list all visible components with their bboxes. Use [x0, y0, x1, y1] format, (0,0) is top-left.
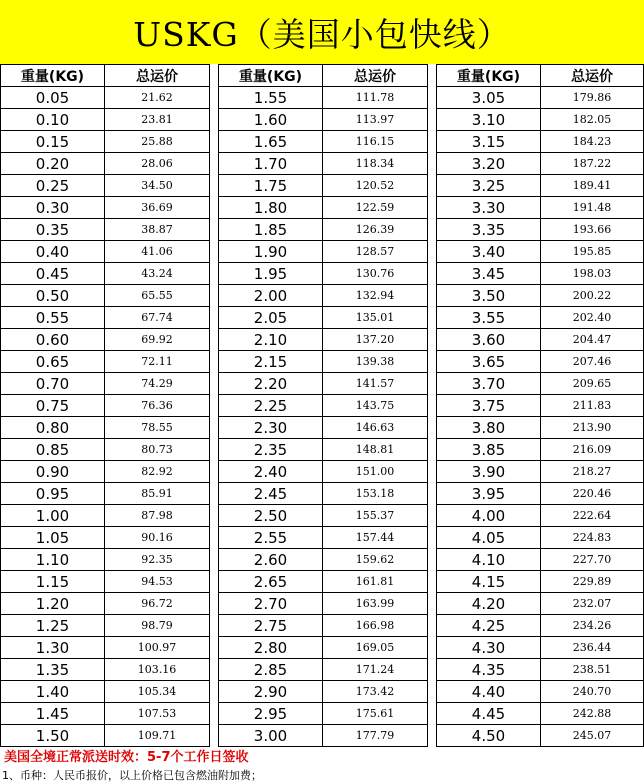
table-row [219, 483, 428, 505]
price-header: 总运价 [541, 65, 644, 87]
weight-cell: 1.25 [1, 615, 105, 637]
weight-cell: 3.05 [437, 87, 541, 109]
price-cell: 218.27 [541, 461, 644, 483]
weight-cell: 4.10 [437, 549, 541, 571]
weight-header: 重量(KG) [437, 65, 541, 87]
weight-cell: 2.30 [219, 417, 323, 439]
table-row [437, 373, 644, 395]
table-row [437, 197, 644, 219]
delivery-time-note: 美国全境正常派送时效：5-7个工作日签收 [4, 750, 249, 765]
price-cell: 113.97 [323, 109, 428, 131]
weight-cell: 3.30 [437, 197, 541, 219]
table-row [437, 219, 644, 241]
price-header: 总运价 [105, 65, 210, 87]
weight-cell: 2.95 [219, 703, 323, 725]
weight-cell: 1.60 [219, 109, 323, 131]
weight-cell: 4.45 [437, 703, 541, 725]
weight-cell: 4.00 [437, 505, 541, 527]
table-header-row [1, 65, 210, 87]
table-row [437, 483, 644, 505]
price-cell: 177.79 [323, 725, 428, 747]
weight-cell: 2.85 [219, 659, 323, 681]
weight-cell: 2.80 [219, 637, 323, 659]
price-cell: 28.06 [105, 153, 210, 175]
table-row [1, 109, 210, 131]
price-cell: 132.94 [323, 285, 428, 307]
weight-cell: 1.50 [1, 725, 105, 747]
weight-cell: 0.95 [1, 483, 105, 505]
table-row [1, 395, 210, 417]
price-cell: 94.53 [105, 571, 210, 593]
price-cell: 72.11 [105, 351, 210, 373]
table-row [1, 637, 210, 659]
table-row [219, 637, 428, 659]
weight-cell: 4.30 [437, 637, 541, 659]
weight-cell: 2.05 [219, 307, 323, 329]
price-cell: 74.29 [105, 373, 210, 395]
price-cell: 169.05 [323, 637, 428, 659]
table-row [219, 681, 428, 703]
weight-cell: 3.85 [437, 439, 541, 461]
table-row [1, 197, 210, 219]
table-row [1, 659, 210, 681]
price-cell: 76.36 [105, 395, 210, 417]
weight-cell: 3.15 [437, 131, 541, 153]
price-cell: 90.16 [105, 527, 210, 549]
weight-cell: 1.05 [1, 527, 105, 549]
weight-cell: 2.35 [219, 439, 323, 461]
price-cell: 103.16 [105, 659, 210, 681]
table-row [1, 131, 210, 153]
table-row [219, 109, 428, 131]
table-row [1, 615, 210, 637]
price-cell: 36.69 [105, 197, 210, 219]
weight-cell: 2.25 [219, 395, 323, 417]
price-cell: 67.74 [105, 307, 210, 329]
table-row [219, 175, 428, 197]
table-row [437, 109, 644, 131]
table-row [219, 439, 428, 461]
table-row [1, 725, 210, 747]
price-cell: 216.09 [541, 439, 644, 461]
price-cell: 209.65 [541, 373, 644, 395]
weight-cell: 3.65 [437, 351, 541, 373]
table-row [219, 659, 428, 681]
weight-cell: 3.20 [437, 153, 541, 175]
price-cell: 25.88 [105, 131, 210, 153]
table-row [437, 395, 644, 417]
price-cell: 224.83 [541, 527, 644, 549]
table-row [437, 549, 644, 571]
table-row [219, 153, 428, 175]
table-row [219, 131, 428, 153]
table-row [437, 725, 644, 747]
weight-cell: 0.15 [1, 131, 105, 153]
price-cell: 141.57 [323, 373, 428, 395]
price-cell: 213.90 [541, 417, 644, 439]
table-row [219, 241, 428, 263]
price-cell: 82.92 [105, 461, 210, 483]
weight-cell: 2.20 [219, 373, 323, 395]
table-row [1, 241, 210, 263]
table-row [437, 131, 644, 153]
price-cell: 240.70 [541, 681, 644, 703]
price-cell: 135.01 [323, 307, 428, 329]
weight-cell: 1.35 [1, 659, 105, 681]
weight-cell: 3.25 [437, 175, 541, 197]
weight-cell: 3.80 [437, 417, 541, 439]
price-cell: 80.73 [105, 439, 210, 461]
weight-cell: 3.90 [437, 461, 541, 483]
table-row [437, 351, 644, 373]
table-row [437, 263, 644, 285]
table-row [219, 219, 428, 241]
price-cell: 118.34 [323, 153, 428, 175]
price-cell: 202.40 [541, 307, 644, 329]
table-row [437, 637, 644, 659]
weight-cell: 1.95 [219, 263, 323, 285]
weight-cell: 3.00 [219, 725, 323, 747]
price-header: 总运价 [323, 65, 428, 87]
table-row [1, 571, 210, 593]
price-cell: 232.07 [541, 593, 644, 615]
price-cell: 204.47 [541, 329, 644, 351]
price-cell: 105.34 [105, 681, 210, 703]
price-cell: 211.83 [541, 395, 644, 417]
table-row [219, 307, 428, 329]
weight-cell: 1.70 [219, 153, 323, 175]
table-row [437, 527, 644, 549]
table-row [1, 483, 210, 505]
weight-cell: 2.15 [219, 351, 323, 373]
currency-note: 1、币种：人民币报价，以上价格已包含燃油附加费； [2, 769, 262, 782]
weight-cell: 1.30 [1, 637, 105, 659]
table-row [437, 241, 644, 263]
table-row [1, 307, 210, 329]
table-row [219, 725, 428, 747]
table-row [437, 505, 644, 527]
price-cell: 161.81 [323, 571, 428, 593]
price-cell: 96.72 [105, 593, 210, 615]
price-cell: 69.92 [105, 329, 210, 351]
price-cell: 155.37 [323, 505, 428, 527]
title-banner [0, 0, 644, 64]
table-row [437, 153, 644, 175]
price-cell: 227.70 [541, 549, 644, 571]
price-cell: 122.59 [323, 197, 428, 219]
price-cell: 139.38 [323, 351, 428, 373]
price-cell: 98.79 [105, 615, 210, 637]
table-row [219, 615, 428, 637]
table-row [1, 351, 210, 373]
weight-cell: 1.65 [219, 131, 323, 153]
weight-cell: 0.75 [1, 395, 105, 417]
table-row [1, 153, 210, 175]
weight-cell: 0.65 [1, 351, 105, 373]
table-row [1, 175, 210, 197]
table-row [437, 439, 644, 461]
weight-cell: 1.90 [219, 241, 323, 263]
weight-cell: 2.10 [219, 329, 323, 351]
weight-cell: 0.85 [1, 439, 105, 461]
price-cell: 107.53 [105, 703, 210, 725]
weight-cell: 0.35 [1, 219, 105, 241]
weight-cell: 0.50 [1, 285, 105, 307]
table-row [1, 439, 210, 461]
price-cell: 184.23 [541, 131, 644, 153]
weight-cell: 4.35 [437, 659, 541, 681]
price-cell: 23.81 [105, 109, 210, 131]
weight-cell: 3.70 [437, 373, 541, 395]
table-row [437, 285, 644, 307]
weight-header: 重量(KG) [1, 65, 105, 87]
price-cell: 220.46 [541, 483, 644, 505]
weight-cell: 1.40 [1, 681, 105, 703]
table-row [219, 329, 428, 351]
weight-header: 重量(KG) [219, 65, 323, 87]
price-cell: 116.15 [323, 131, 428, 153]
weight-cell: 4.15 [437, 571, 541, 593]
price-cell: 92.35 [105, 549, 210, 571]
weight-cell: 3.55 [437, 307, 541, 329]
price-cell: 175.61 [323, 703, 428, 725]
weight-cell: 3.50 [437, 285, 541, 307]
weight-cell: 1.20 [1, 593, 105, 615]
table-row [1, 549, 210, 571]
price-cell: 120.52 [323, 175, 428, 197]
weight-cell: 1.45 [1, 703, 105, 725]
price-cell: 151.00 [323, 461, 428, 483]
weight-cell: 0.60 [1, 329, 105, 351]
table-row [219, 395, 428, 417]
price-cell: 182.05 [541, 109, 644, 131]
weight-cell: 3.95 [437, 483, 541, 505]
price-cell: 189.41 [541, 175, 644, 197]
table-row [437, 307, 644, 329]
table-row [1, 681, 210, 703]
table-row [437, 703, 644, 725]
weight-cell: 2.55 [219, 527, 323, 549]
table-row [219, 505, 428, 527]
price-cell: 100.97 [105, 637, 210, 659]
weight-cell: 3.40 [437, 241, 541, 263]
table-row [1, 703, 210, 725]
price-cell: 65.55 [105, 285, 210, 307]
price-cell: 195.85 [541, 241, 644, 263]
price-cell: 179.86 [541, 87, 644, 109]
price-cell: 85.91 [105, 483, 210, 505]
table-row [219, 527, 428, 549]
price-cell: 153.18 [323, 483, 428, 505]
price-cell: 200.22 [541, 285, 644, 307]
weight-cell: 1.10 [1, 549, 105, 571]
page-title: USKG（美国小包快线） [133, 14, 511, 54]
price-cell: 242.88 [541, 703, 644, 725]
weight-cell: 0.80 [1, 417, 105, 439]
price-cell: 171.24 [323, 659, 428, 681]
weight-cell: 4.40 [437, 681, 541, 703]
price-cell: 234.26 [541, 615, 644, 637]
price-cell: 157.44 [323, 527, 428, 549]
weight-cell: 0.45 [1, 263, 105, 285]
weight-cell: 4.25 [437, 615, 541, 637]
weight-cell: 4.50 [437, 725, 541, 747]
weight-cell: 2.60 [219, 549, 323, 571]
table-row [219, 549, 428, 571]
table-row [219, 373, 428, 395]
weight-cell: 0.30 [1, 197, 105, 219]
weight-cell: 3.35 [437, 219, 541, 241]
table-row [1, 373, 210, 395]
weight-cell: 0.10 [1, 109, 105, 131]
price-cell: 130.76 [323, 263, 428, 285]
weight-cell: 1.75 [219, 175, 323, 197]
table-row [219, 593, 428, 615]
weight-cell: 0.55 [1, 307, 105, 329]
weight-cell: 0.90 [1, 461, 105, 483]
price-cell: 143.75 [323, 395, 428, 417]
table-row [219, 285, 428, 307]
price-cell: 163.99 [323, 593, 428, 615]
price-cell: 193.66 [541, 219, 644, 241]
price-cell: 87.98 [105, 505, 210, 527]
price-cell: 187.22 [541, 153, 644, 175]
weight-cell: 0.20 [1, 153, 105, 175]
table-row [437, 571, 644, 593]
price-cell: 238.51 [541, 659, 644, 681]
price-table-2 [218, 64, 428, 747]
price-cell: 137.20 [323, 329, 428, 351]
price-cell: 173.42 [323, 681, 428, 703]
price-cell: 128.57 [323, 241, 428, 263]
table-row [1, 329, 210, 351]
weight-cell: 2.75 [219, 615, 323, 637]
table-row [437, 593, 644, 615]
price-cell: 191.48 [541, 197, 644, 219]
table-row [437, 615, 644, 637]
table-row [437, 175, 644, 197]
table-header-row [437, 65, 644, 87]
table-row [437, 417, 644, 439]
table-row [1, 219, 210, 241]
weight-cell: 0.40 [1, 241, 105, 263]
weight-cell: 2.65 [219, 571, 323, 593]
weight-cell: 2.40 [219, 461, 323, 483]
table-row [219, 571, 428, 593]
table-row [437, 681, 644, 703]
price-cell: 148.81 [323, 439, 428, 461]
table-row [1, 263, 210, 285]
price-cell: 43.24 [105, 263, 210, 285]
table-row [219, 197, 428, 219]
price-table-3 [436, 64, 644, 747]
table-row [1, 527, 210, 549]
price-cell: 229.89 [541, 571, 644, 593]
table-row [219, 461, 428, 483]
table-row [1, 87, 210, 109]
weight-cell: 1.15 [1, 571, 105, 593]
price-cell: 198.03 [541, 263, 644, 285]
weight-cell: 1.85 [219, 219, 323, 241]
weight-cell: 3.60 [437, 329, 541, 351]
table-row [219, 417, 428, 439]
weight-cell: 3.10 [437, 109, 541, 131]
weight-cell: 0.70 [1, 373, 105, 395]
weight-cell: 2.50 [219, 505, 323, 527]
table-row [437, 659, 644, 681]
table-row [437, 461, 644, 483]
weight-cell: 2.70 [219, 593, 323, 615]
price-table-1 [0, 64, 210, 747]
price-cell: 38.87 [105, 219, 210, 241]
weight-cell: 1.55 [219, 87, 323, 109]
price-cell: 166.98 [323, 615, 428, 637]
table-row [1, 505, 210, 527]
table-row [219, 703, 428, 725]
weight-cell: 0.25 [1, 175, 105, 197]
table-row [1, 285, 210, 307]
table-row [1, 593, 210, 615]
table-row [437, 87, 644, 109]
weight-cell: 2.90 [219, 681, 323, 703]
weight-cell: 2.45 [219, 483, 323, 505]
price-cell: 146.63 [323, 417, 428, 439]
price-cell: 159.62 [323, 549, 428, 571]
weight-cell: 1.80 [219, 197, 323, 219]
weight-cell: 0.05 [1, 87, 105, 109]
weight-cell: 4.05 [437, 527, 541, 549]
table-row [219, 263, 428, 285]
table-row [219, 87, 428, 109]
table-row [219, 351, 428, 373]
price-cell: 245.07 [541, 725, 644, 747]
weight-cell: 3.45 [437, 263, 541, 285]
weight-cell: 4.20 [437, 593, 541, 615]
price-cell: 78.55 [105, 417, 210, 439]
weight-cell: 2.00 [219, 285, 323, 307]
price-cell: 109.71 [105, 725, 210, 747]
price-cell: 111.78 [323, 87, 428, 109]
price-cell: 21.62 [105, 87, 210, 109]
price-cell: 126.39 [323, 219, 428, 241]
weight-cell: 3.75 [437, 395, 541, 417]
price-cell: 236.44 [541, 637, 644, 659]
table-row [1, 417, 210, 439]
weight-cell: 1.00 [1, 505, 105, 527]
price-cell: 207.46 [541, 351, 644, 373]
price-cell: 222.64 [541, 505, 644, 527]
table-row [437, 329, 644, 351]
price-cell: 34.50 [105, 175, 210, 197]
table-row [1, 461, 210, 483]
table-header-row [219, 65, 428, 87]
price-cell: 41.06 [105, 241, 210, 263]
